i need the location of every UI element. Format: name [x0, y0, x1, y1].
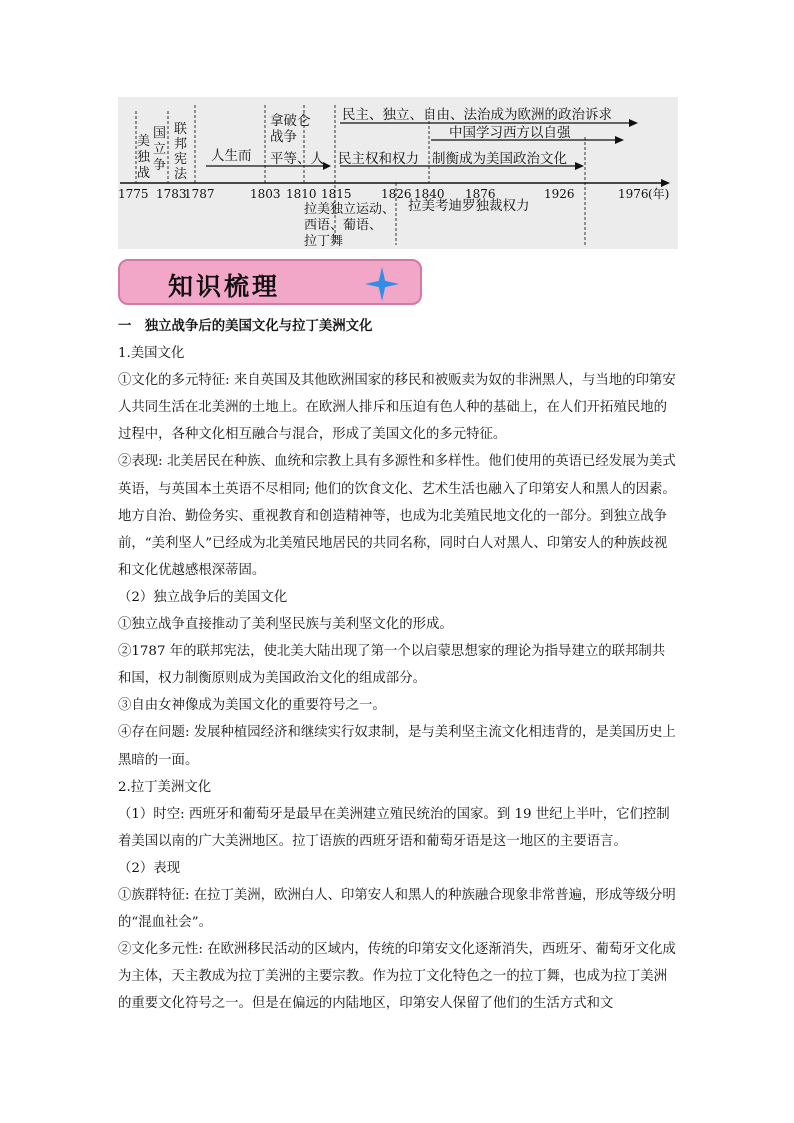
rights-label: 人生而 — [211, 148, 252, 164]
rights2-label: 民主权和权力 — [338, 151, 419, 167]
year-label: 1840 — [414, 187, 445, 201]
year-label: 1815 — [321, 187, 352, 201]
banner-title: 知识梳理 — [168, 272, 281, 301]
china-label: 中国学习西方以自强 — [449, 125, 571, 141]
paragraph: ①独立战争直接推动了美利坚民族与美利坚文化的形成。 — [118, 617, 453, 633]
year-label: 1826 — [381, 187, 412, 201]
year-unit: (年) — [648, 187, 670, 201]
year-label: 1787 — [184, 187, 215, 201]
section-title: 一 独立战争后的美国文化与拉丁美洲文化 — [118, 318, 373, 334]
year-label: 1783 — [156, 187, 187, 201]
year-label: 1976 — [618, 187, 649, 201]
paragraph: ②表现: 北美居民在种族、血统和宗教上具有多源性和多样性。他们使用的英语已经发展为美式英语，与英国本土英语不尽相同; 他们的饮食文化、艺术生活也融入了印第安人和黑人的因素。地方自治、勤俭务实、重视教育和创造精神等，也成为北美殖民地文化的一部分。到独立战争前，“美利坚人”已经成为北美殖民地居民的共同名称，同时白人对黑人、印第安人的种族歧视和文化优越感根深蒂固。 — [118, 454, 676, 578]
section-banner — [118, 259, 422, 305]
paragraph: ②文化多元性: 在欧洲移民活动的区域内，传统的印第安文化逐渐消失，西班牙、葡萄牙文化成为主体，天主教成为拉丁美洲的主要宗教。作为拉丁文化特色之一的拉丁舞，也成为拉丁美洲的重要文化符号之一。但是在偏远的内陆地区，印第安人保留了他们的生活方式和文 — [118, 942, 676, 1012]
dictator-label: 拉美考迪罗独裁权力 — [408, 198, 530, 214]
year-label: 1810 — [286, 187, 317, 201]
subheading: （2）表现 — [118, 860, 181, 876]
war-label-col1: 美 独 战 — [137, 134, 151, 181]
equality-label: 平等、人 — [270, 151, 324, 167]
subheading: 2.拉丁美洲文化 — [118, 779, 212, 795]
year-label: 1876 — [465, 187, 496, 201]
year-label: 1803 — [250, 187, 281, 201]
year-label: 1775 — [118, 187, 149, 201]
war-label-col2: 国 立 争 — [153, 126, 167, 173]
subheading: （2）独立战争后的美国文化 — [118, 589, 288, 605]
paragraph: ①族群特征: 在拉丁美洲，欧洲白人、印第安人和黑人的种族融合现象非常普遍，形成等级分明的“混血社会”。 — [118, 887, 676, 931]
napoleon-label: 拿破仑 战争 — [270, 113, 311, 145]
paragraph: ②1787 年的联邦宪法，使北美大陆出现了第一个以启蒙思想家的理论为指导建立的联邦制共和国，权力制衡原则成为美国政治文化的组成部分。 — [118, 644, 666, 687]
year-label: 1926 — [544, 187, 575, 201]
history-timeline — [118, 97, 678, 249]
checks-label: 制衡成为美国政治文化 — [432, 151, 567, 167]
democracy-label: 民主、独立、自由、法治成为欧洲的政治诉求 — [342, 107, 612, 123]
paragraph: ③自由女神像成为美国文化的重要符号之一。 — [118, 698, 386, 714]
paragraph: ④存在问题: 发展种植园经济和继续实行奴隶制，是与美利坚主流文化相违背的，是美国历史上黑暗的一面。 — [118, 725, 676, 768]
document-body — [118, 313, 678, 1017]
paragraph: （1）时空: 西班牙和葡萄牙是最早在美洲建立殖民统治的国家。到 19 世纪上半叶，它们控制着美国以南的广大美洲地区。拉丁语族的西班牙语和葡萄牙语是这一地区的主要语言。 — [118, 806, 670, 849]
latin-label: 拉美独立运动、 西语、葡语、 拉丁舞 — [304, 202, 396, 249]
paragraph: ①文化的多元特征: 来自英国及其他欧洲国家的移民和被贩卖为奴的非洲黑人，与当地的印第安人共同生活在北美洲的土地上。在欧洲人排斥和压迫有色人种的基础上，在人们开拓殖民地的过程中，各种文化相互融合与混合，形成了美国文化的多元特征。 — [118, 373, 676, 443]
star-icon — [364, 266, 400, 302]
timeline-years — [118, 186, 669, 201]
constitution-label: 联 邦 宪 法 — [174, 122, 188, 182]
subheading: 1.美国文化 — [118, 346, 185, 362]
